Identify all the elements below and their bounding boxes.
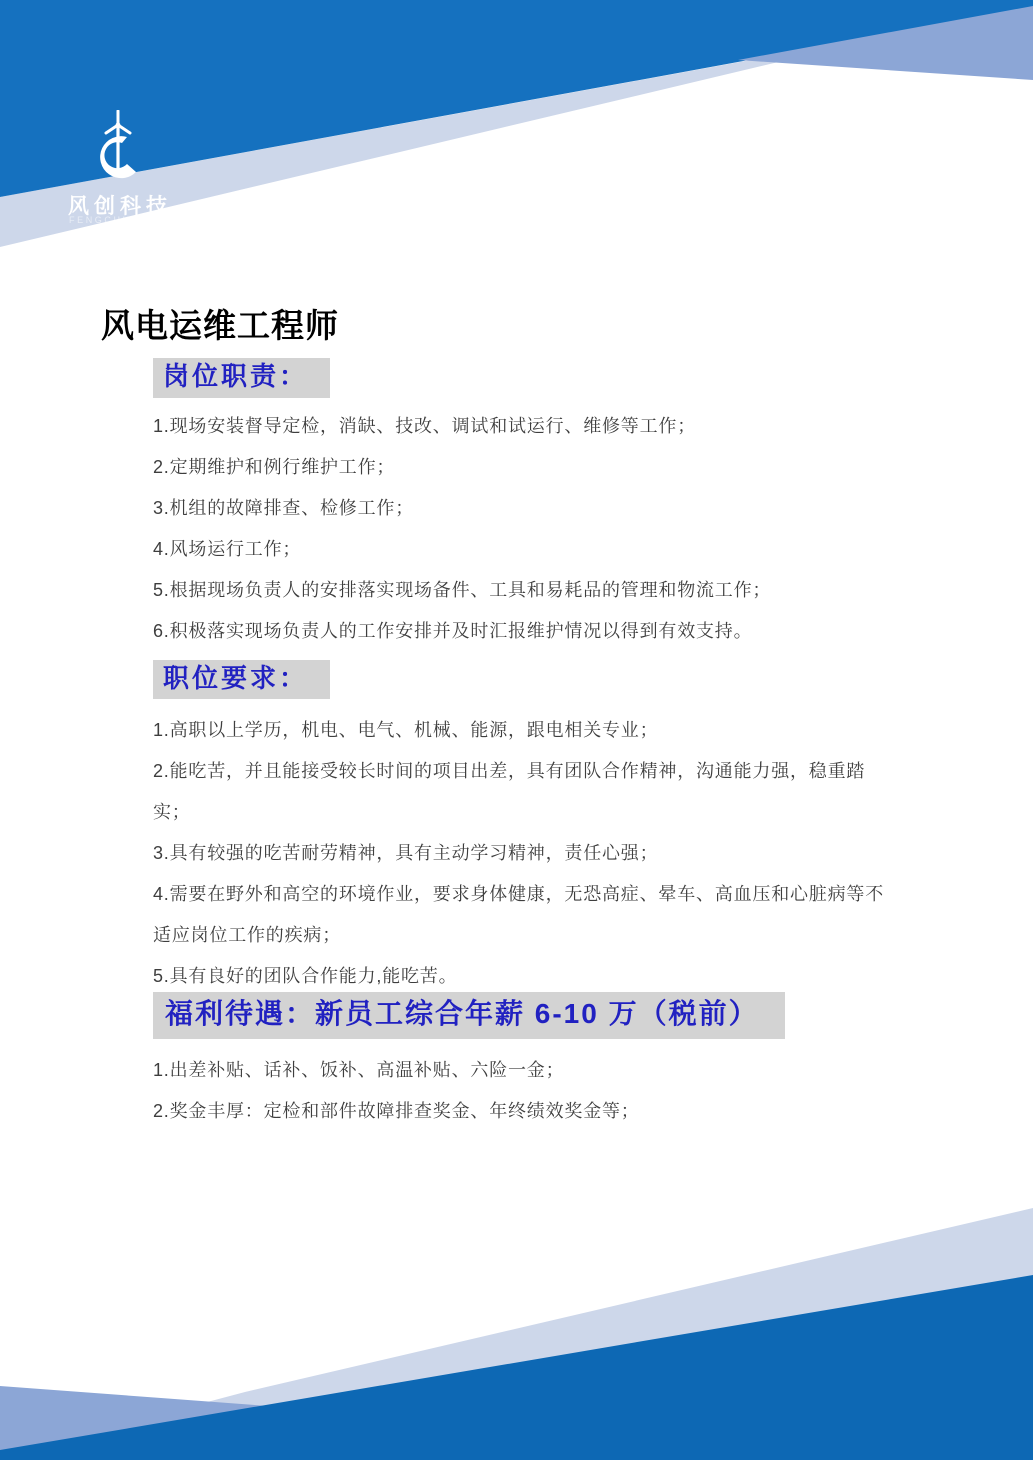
section-heading-requirements: 职位要求： [153,660,330,700]
page-title: 风电运维工程师 [101,309,339,345]
jd-line: 1.出差补贴、话补、饭补、高温补贴、六险一金； [153,1059,565,1080]
jd-line: 实； [153,802,191,823]
jd-line: 2.奖金丰厚：定检和部件故障排查奖金、年终绩效奖金等； [153,1100,640,1121]
header-banner [0,0,1033,300]
logo-company-subtitle: FENGCHUANGTECH [69,215,194,225]
jd-line: 3.机组的故障排查、检修工作； [153,497,415,518]
section-heading-benefits: 福利待遇：新员工综合年薪 6-10 万（税前） [153,992,785,1038]
jd-line: 4.需要在野外和高空的环境作业，要求身体健康，无恐高症、晕车、高血压和心脏病等不 [153,884,885,905]
jd-line: 4.风场运行工作； [153,538,302,559]
section-heading-responsibilities: 岗位职责： [153,358,330,398]
logo-company-name: 风创科技 [68,195,172,218]
responsibilities-list [153,406,943,652]
jd-line: 3.具有较强的吃苦耐劳精神，具有主动学习精神，责任心强； [153,843,659,864]
jd-line: 适应岗位工作的疾病； [153,925,341,946]
jd-line: 2.能吃苦，并且能接受较长时间的项目出差，具有团队合作精神，沟通能力强，稳重踏 [153,761,866,782]
jd-line: 5.根据现场负责人的安排落实现场备件、工具和易耗品的管理和物流工作； [153,579,772,600]
company-logo [62,108,262,228]
footer-banner [0,1160,1033,1460]
job-description-content [153,358,943,1132]
requirements-list [153,710,943,997]
jd-line: 6.积极落实现场负责人的工作安排并及时汇报维护情况以得到有效支持。 [153,620,753,641]
wind-turbine-icon [88,110,144,196]
jd-line: 5.具有良好的团队合作能力,能吃苦。 [153,966,458,987]
benefits-list [153,1050,943,1132]
jd-line: 1.高职以上学历，机电、电气、机械、能源，跟电相关专业； [153,720,659,741]
jd-line: 2.定期维护和例行维护工作； [153,456,396,477]
jd-line: 1.现场安装督导定检，消缺、技改、调试和试运行、维修等工作； [153,415,697,436]
